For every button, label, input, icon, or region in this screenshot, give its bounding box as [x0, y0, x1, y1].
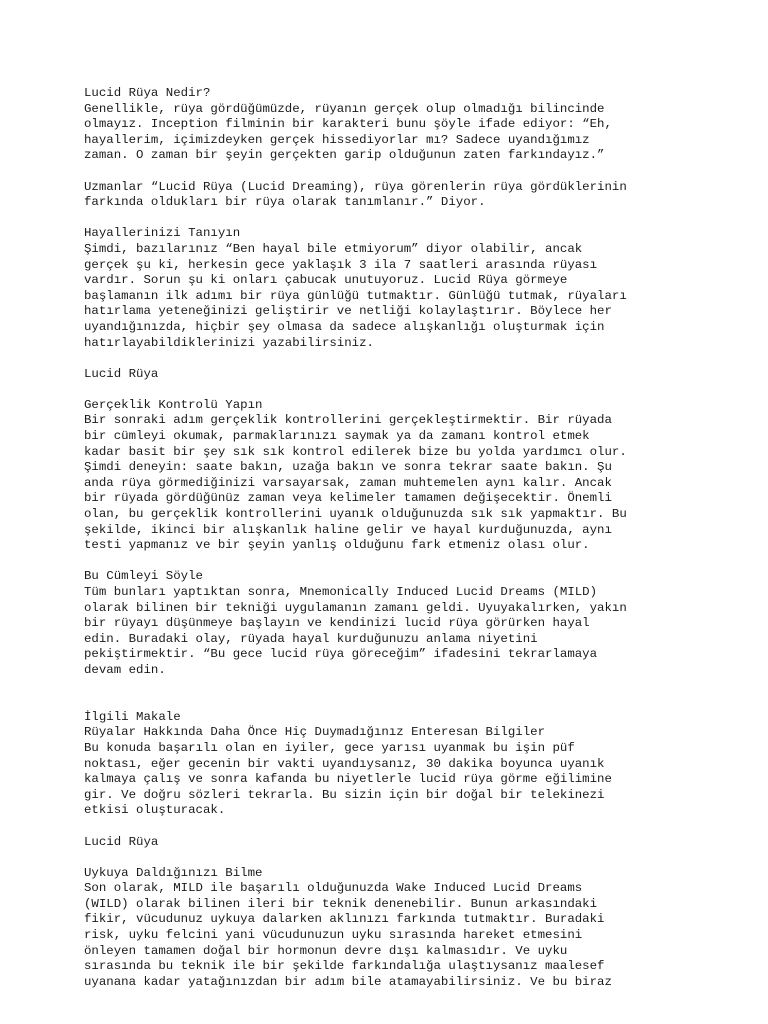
- text-line: Bu Cümleyi Söyle: [84, 569, 203, 584]
- text-line: anda rüya görmediğinizi varsayarsak, zaman muhtemelen aynı kalır. Ancak: [84, 475, 612, 490]
- text-line: kadar basit bir şey sık sık kontrol edilerek bize bu yolda yardımcı olur.: [84, 444, 627, 459]
- text-line: olan, bu gerçeklik kontrollerini uyanık olduğunuzda sık sık yapmaktır. Bu: [84, 507, 627, 522]
- text-line: edin. Buradaki olay, rüyada hayal kurduğunuzu anlama niyetini: [84, 631, 538, 646]
- text-line: Şimdi deneyin: saate bakın, uzağa bakın ve sonra tekrar saate bakın. Şu: [84, 460, 612, 475]
- text-line: Genellikle, rüya gördüğümüzde, rüyanın gerçek olup olmadığı bilincinde: [84, 101, 605, 116]
- text-line: risk, uyku felcini yani vücudunuzun uyku sırasında hareket etmesini: [84, 928, 583, 943]
- paragraph-gap: [84, 679, 684, 695]
- label-lucid-ruya-1: [84, 367, 684, 383]
- text-line: başlamanın ilk adımı bir rüya günlüğü tutmaktır. Günlüğü tutmak, rüyaları: [84, 288, 627, 303]
- text-line: önleyen tamamen doğal bir hormonun devre dışı kalmasıdır. Ve uyku: [84, 943, 568, 958]
- text-line: Gerçeklik Kontrolü Yapın: [84, 397, 263, 412]
- text-line: Uykuya Daldığınızı Bilme: [84, 865, 263, 880]
- text-line: (WILD) olarak bilinen ileri bir teknik denenebilir. Bunun arkasındaki: [84, 896, 598, 911]
- text-line: uyandığınızda, hiçbir şey olmasa da sadece alışkanlığı oluşturmak için: [84, 319, 605, 334]
- section-hayallerinizi-taniyin: [84, 226, 684, 351]
- text-line: Lucid Rüya Nedir?: [84, 86, 211, 100]
- text-line: etkisi oluşturacak.: [84, 803, 226, 818]
- text-line: vardır. Sorun şu ki onları çabucak unutuyoruz. Lucid Rüya görmeye: [84, 273, 568, 288]
- text-line: şekilde, ikinci bir alışkanlık haline gelir ve hayal kurduğunuzda, aynı: [84, 522, 612, 537]
- text-line: Rüyalar Hakkında Daha Önce Hiç Duymadığınız Enteresan Bilgiler: [84, 725, 546, 740]
- text-line: gir. Ve doğru sözleri tekrarla. Bu sizin için bir doğal bir telekinezi: [84, 787, 605, 802]
- text-line: Son olarak, MILD ile başarılı olduğunuzda Wake Induced Lucid Dreams: [84, 881, 583, 896]
- text-line: sırasında bu teknik ile bir şekilde farkındalığa ulaştıysanız maalesef: [84, 959, 605, 974]
- text-line: Hayallerinizi Tanıyın: [84, 226, 241, 241]
- section-ilgili-makale: [84, 710, 684, 819]
- section-gerceklik-kontrolu: [84, 398, 684, 554]
- text-line: Bir sonraki adım gerçeklik kontrollerini gerçekleştirmektir. Bir rüyada: [84, 413, 612, 428]
- text-line: Tüm bunları yaptıktan sonra, Mnemonically Induced Lucid Dreams (MILD): [84, 585, 598, 599]
- text-line: kalmaya çalış ve sonra kafanda bu niyetlerle lucid rüya görme eğilimine: [84, 772, 612, 787]
- text-line: Şimdi, bazılarınız “Ben hayal bile etmiyorum” diyor olabilir, ancak: [84, 241, 583, 256]
- text-line: farkında oldukları bir rüya olarak tanımlanır.” Diyor.: [84, 195, 486, 210]
- paragraph-gap: [84, 382, 684, 398]
- text-line: bir rüyada gördüğünüz zaman veya kelimeler tamamen değişecektir. Önemli: [84, 491, 612, 506]
- text-line: uyanana kadar yatağınızdan bir adım bile atamayabilirsiniz. Ve bu biraz: [84, 974, 612, 989]
- text-line: Lucid Rüya: [84, 366, 159, 381]
- text-line: fikir, vücudunuz uykuya dalarken aklınızı farkında tutmaktır. Buradaki: [84, 912, 605, 927]
- paragraph-gap: [84, 850, 684, 866]
- text-line: pekiştirmektir. “Bu gece lucid rüya göreceğim” ifadesini tekrarlamaya: [84, 647, 598, 662]
- text-line: olarak bilinen bir tekniği uygulamanın zamanı geldi. Uyuyakalırken, yakın: [84, 600, 627, 615]
- text-line: noktası, eğer gecenin bir vakti uyandıysanız, 30 dakika boyunca uyanık: [84, 756, 605, 771]
- text-line: Uzmanlar “Lucid Rüya (Lucid Dreaming), rüya görenlerin rüya gördüklerinin: [84, 179, 627, 194]
- text-line: Bu konuda başarılı olan en iyiler, gece yarısı uyanmak bu işin püf: [84, 740, 575, 755]
- paragraph-gap: [84, 819, 684, 835]
- text-line: bir rüyayı düşünmeye başlayın ve kendinizi lucid rüya görürken hayal: [84, 616, 590, 631]
- section-bu-cumleyi-soyle: [84, 569, 684, 678]
- section-uzmanlar: [84, 180, 684, 211]
- text-line: gerçek şu ki, herkesin gece yaklaşık 3 ila 7 saatleri arasında rüyası: [84, 257, 598, 272]
- paragraph-gap: [84, 694, 684, 710]
- text-line: İlgili Makale: [84, 709, 181, 724]
- text-line: bir cümleyi okumak, parmaklarınızı saymak ya da zamanı kontrol etmek: [84, 429, 590, 444]
- document-body: [84, 86, 684, 990]
- section-lucid-ruya-nedir: [84, 86, 684, 164]
- paragraph-gap: [84, 164, 684, 180]
- paragraph-gap: [84, 211, 684, 227]
- text-line: hayallerim, içimizdeyken gerçek hissediyorlar mı? Sadece uyandığımız: [84, 132, 590, 147]
- text-line: hatırlama yeteneğinizi geliştirir ve netliği kolaylaştırır. Böylece her: [84, 304, 612, 319]
- text-line: Lucid Rüya: [84, 834, 159, 849]
- text-line: hatırlayabildiklerinizi yazabilirsiniz.: [84, 335, 374, 350]
- paragraph-gap: [84, 554, 684, 570]
- text-line: olmayız. Inception filminin bir karakteri bunu şöyle ifade ediyor: “Eh,: [84, 117, 612, 132]
- label-lucid-ruya-2: [84, 835, 684, 851]
- paragraph-gap: [84, 351, 684, 367]
- text-line: testi yapmanız ve bir şeyin yanlış olduğunu fark etmeniz olası olur.: [84, 538, 590, 553]
- section-uykuya-daldiginizi-bilme: [84, 866, 684, 991]
- text-line: zaman. O zaman bir şeyin gerçekten garip olduğunun zaten farkındayız.”: [84, 148, 605, 163]
- text-line: devam edin.: [84, 662, 166, 677]
